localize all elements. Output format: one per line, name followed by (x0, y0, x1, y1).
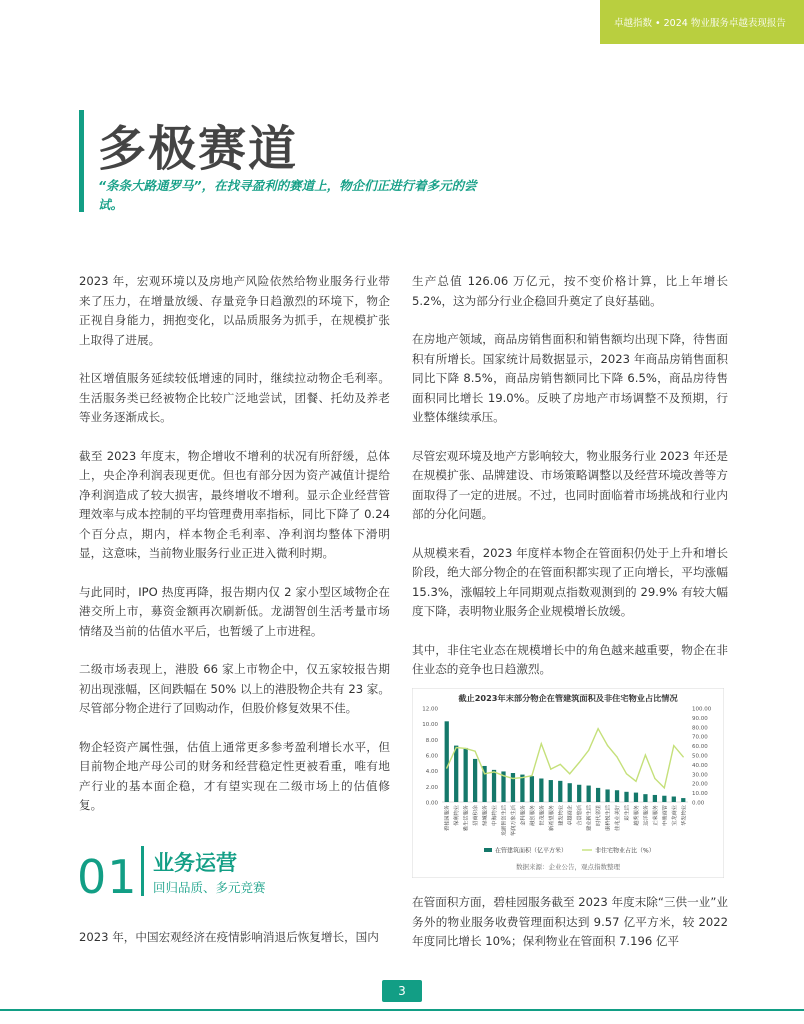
x-axis-tick-label: 建业新生活 (586, 805, 593, 831)
chart-line-point (664, 787, 665, 788)
chart-bar (464, 748, 468, 802)
x-axis-tick-label: 远洋服务 (643, 805, 650, 826)
chart-bar (634, 793, 638, 802)
x-axis-tick-label: 保利物业 (454, 805, 461, 826)
x-axis-tick-label: 彩生活 (624, 805, 631, 821)
section-subtitle: 回归品质、多元竞赛 (153, 880, 266, 895)
x-axis-tick-label: 建发物业 (558, 805, 565, 826)
section-title: 业务运营 (153, 851, 237, 875)
chart-line-point (456, 747, 457, 748)
chart-line-point (475, 751, 476, 752)
paragraph: 与此同时，IPO 热度再降，报告期内仅 2 家小型区域物企在港交所上市，募资金额再次刷新低。龙湖智创生活考量市场情绪及当前的估值水平后，也暂缓了上市进程。 (79, 584, 390, 638)
x-axis-tick-label: 康桥悦生活 (605, 805, 612, 831)
chart-bar (558, 781, 562, 802)
x-axis-tick-label: 碧桂园服务 (444, 805, 451, 831)
chart-line-point (654, 778, 655, 779)
chart-bar (615, 790, 619, 802)
page-number: 3 (382, 980, 422, 1002)
paragraph: 社区增值服务延续较低增速的同时，继续拉动物企毛利率。生活服务类已经被物企比较广泛地尝试，团餐、托幼及养老等业务逐渐成长。 (79, 371, 390, 424)
left-axis-tick: 6.00 (425, 753, 438, 760)
x-axis-tick-label: 佳兆业美好 (615, 805, 622, 831)
left-axis-tick: 10.00 (422, 722, 438, 729)
x-axis-tick-label: 融创服务 (529, 805, 536, 826)
title-accent-bar (79, 110, 84, 212)
chart-line-point (588, 750, 589, 751)
chart-bar (605, 789, 609, 802)
chart-bar (520, 775, 524, 802)
legend-swatch-bar (484, 848, 492, 852)
chart-line-point (541, 743, 542, 744)
chart-bar (473, 759, 477, 802)
page-title: 多极赛道 (98, 121, 299, 177)
chart-line-point (569, 773, 570, 774)
chart-line-point (512, 778, 513, 779)
footer-line (0, 1009, 804, 1011)
chart-bar (643, 794, 647, 802)
chart-bar (662, 796, 666, 802)
right-axis-tick: 60.00 (692, 744, 708, 751)
chart-source: 数据来源：企业公告，观点指数整理 (516, 863, 620, 871)
chart-title: 截止2023年末部分物企在管建筑面积及非住宅物业占比情况 (458, 693, 678, 703)
paragraph: 截至 2023 年度末，物企增收不增利的状况有所舒缓，总体上，央企净利润表现更优。但也有部分因为资产减值计提给净利润造成了较大损害，最终增收不增利。显示企业经营管理效率与成本控制的平均管理费用率指标，同比下降了 0.24 个百分点，期内，样本物企毛利率、净利润均整体下滑明显，这意味，当前物业服务行业正进入微利时期。 (79, 448, 390, 560)
chart-bar (445, 721, 449, 802)
x-axis-tick-label: 中骏商管 (662, 805, 669, 826)
left-axis-tick: 0.00 (425, 800, 438, 807)
chart-line-point (484, 773, 485, 774)
legend-label: 非住宅物业占比（%） (595, 847, 655, 855)
chart-line-point (446, 768, 447, 769)
right-axis-tick: 90.00 (692, 715, 708, 722)
x-axis-tick-label: 宝龙商业 (671, 805, 678, 826)
left-axis-tick: 12.00 (422, 706, 438, 713)
property-area-chart (412, 688, 724, 878)
x-axis-tick-label: 正荣服务 (652, 805, 659, 826)
chart-bar (577, 785, 581, 802)
chart-line-point (607, 745, 608, 746)
paragraph: 尽管宏观环境及地产方影响较大，物业服务行业 2023 年还是在规模扩张、品牌建设、市场策略调整以及经营环境改善等方面取得了一定的进展。不过，也同时面临着市场挑战和行业内部的分化问题。 (412, 448, 728, 521)
paragraph: 2023 年，中国宏观经济在疫情影响消退后恢复增长，国内 (79, 930, 379, 944)
x-axis-tick-label: 合景悠活 (577, 805, 584, 826)
chart-line-point (531, 775, 532, 776)
chart-bar (530, 776, 534, 802)
x-axis-tick-label: 华发物业 (681, 805, 688, 826)
chart-line-point (616, 756, 617, 757)
x-axis-tick-label: 绿城服务 (482, 805, 489, 826)
right-axis-tick: 50.00 (692, 753, 708, 760)
chart-line-point (635, 781, 636, 782)
right-axis-tick: 70.00 (692, 734, 708, 741)
x-axis-tick-label: 越秀服务 (633, 805, 640, 826)
x-axis-tick-label: 华润万象生活 (510, 805, 517, 837)
right-axis-tick: 30.00 (692, 772, 708, 779)
paragraph: 其中，非住宅业态在规模增长中的角色越来越重要，物企在非住业态的竞争也日趋激烈。 (412, 642, 728, 676)
left-column (79, 272, 390, 835)
paragraph: 在管面积方面，碧桂园服务截至 2023 年度末除“三供一业”业务外的物业服务收费管理面积达到 9.57 亿平方米，较 2022 年度同比增长 10%；保利物业在管面积 7.196 亿平 (412, 895, 728, 948)
chart-line-point (645, 754, 646, 755)
x-axis-tick-label: 卓越商企 (567, 805, 574, 826)
chart-line-point (493, 771, 494, 772)
x-axis-tick-label: 时代邻里 (596, 805, 603, 826)
page-subtitle: “条条大路通罗马”，在找寻盈利的赛道上，物企们正进行着多元的尝试。 (98, 178, 477, 212)
paragraph: 二级市场表现上，港股 66 家上市物企中，仅五家较报告期初出现涨幅，区间跌幅在 50% 以上的港股物企共有 23 家。尽管部分物企进行了回购动作，但股价修复效果不佳。 (79, 662, 390, 715)
right-axis-tick: 10.00 (692, 791, 708, 798)
chart-frame (412, 688, 724, 878)
paragraph: 生产总值 126.06 万亿元，按不变价格计算，比上年增长 5.2%，这为部分行业企稳回升奠定了良好基础。 (412, 274, 728, 308)
paragraph: 物企轻资产属性强，估值上通常更多参考盈利增长水平，但目前物企地产母公司的财务和经营稳定性更被看重，唯有地产行业的基本面企稳，才有望实现在二级市场上的估值修复。 (79, 739, 390, 812)
chart-bar (672, 797, 676, 802)
section-number: 01 (77, 850, 138, 904)
paragraph: 从规模来看，2023 年度样本物企在管面积仍处于上升和增长阶段，绝大部分物企的在管面积都实现了正向增长，平均涨幅 15.3%，涨幅较上年同期观点指数观测到的 29.9% 有较大幅度下降，表明物业服务企业规模增长放缓。 (412, 545, 728, 618)
chart-bar (681, 798, 685, 802)
report-header-text: 卓越指数 • 2024 物业服务卓越表现报告 (614, 18, 786, 29)
chart-bar (492, 770, 496, 802)
chart-line-point (550, 769, 551, 770)
x-axis-tick-label: 新希望服务 (548, 805, 555, 831)
right-axis-tick: 100.00 (692, 706, 712, 713)
chart-line-point (560, 764, 561, 765)
chart-line-point (673, 745, 674, 746)
report-header (600, 0, 804, 44)
chart-line-point (626, 773, 627, 774)
legend-label: 在管建筑面积（亿平方米） (495, 847, 568, 855)
right-axis-tick: 80.00 (692, 725, 708, 732)
x-axis-tick-label: 雅生活服务 (463, 805, 470, 831)
chart-bar (539, 779, 543, 803)
chart-line-point (579, 762, 580, 763)
chart-svg (412, 688, 724, 878)
chart-bar (596, 788, 600, 802)
left-axis-tick: 2.00 (425, 784, 438, 791)
chart-line-point (465, 748, 466, 749)
paragraph: 在房地产领域，商品房销售面积和销售额均出现下降，待售面积有所增长。国家统计局数据显示，2023 年商品房销售面积同比下降 8.5%，商品房销售额同比下降 6.5%，商品房待售面积同比增长 19.0%。反映了房地产市场调整不及预期，行业整体继续承压。 (412, 332, 728, 424)
right-column (412, 272, 728, 699)
right-axis-tick: 40.00 (692, 762, 708, 769)
chart-line-point (503, 775, 504, 776)
left-axis-tick: 4.00 (425, 769, 438, 776)
left-axis-tick: 8.00 (425, 737, 438, 744)
chart-bar (653, 795, 657, 802)
section-divider (141, 846, 144, 896)
chart-line-point (522, 777, 523, 778)
x-axis-tick-label: 金科服务 (520, 805, 527, 826)
chart-line-point (683, 756, 684, 757)
right-axis-tick: 0.00 (692, 800, 705, 807)
chart-bar (549, 780, 553, 802)
chart-bar (587, 786, 591, 802)
chart-line-point (598, 728, 599, 729)
x-axis-tick-label: 世茂服务 (539, 805, 546, 826)
paragraph: 2023 年，宏观环境以及房地产风险依然给物业服务行业带来了压力，在增量放缓、存量竞争日趋激烈的环境下，物企正视自身能力，拥抱变化，以品质服务为抓手，在规模扩张上取得了进展。 (79, 274, 390, 347)
x-axis-tick-label: 龙湖智创生活 (501, 805, 508, 837)
chart-bar (454, 746, 458, 802)
chart-bar (624, 792, 628, 802)
x-axis-tick-label: 中海物业 (492, 805, 499, 826)
right-axis-tick: 20.00 (692, 781, 708, 788)
chart-bar (568, 783, 572, 802)
x-axis-tick-label: 招商积余 (473, 805, 480, 826)
